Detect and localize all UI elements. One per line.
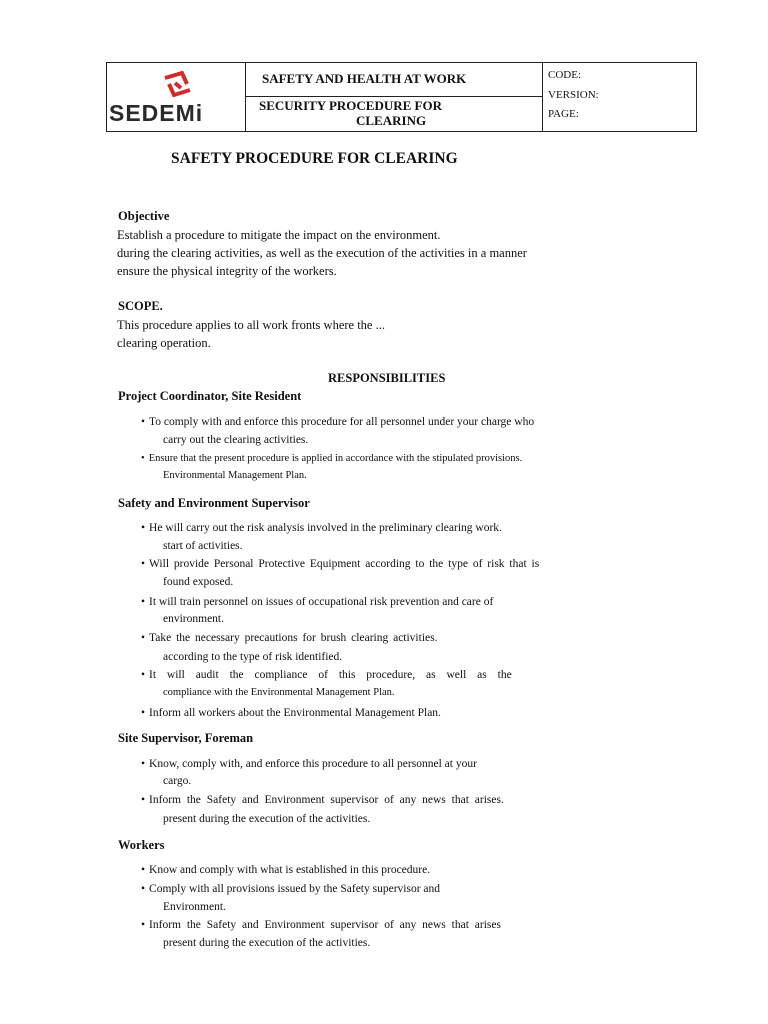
list-item-continuation: present during the execution of the activities. — [163, 813, 371, 825]
logo-wordmark: SEDEMi — [109, 100, 204, 126]
scope-heading: SCOPE. — [118, 299, 163, 313]
list-item: • Ensure that the present procedure is applied in accordance with the stipulated provisions. — [141, 453, 522, 464]
list-item: • Know, comply with, and enforce this procedure to all personnel at your — [141, 758, 477, 770]
header-row-divider — [245, 96, 542, 97]
list-item: • Know and comply with what is established in this procedure. — [141, 864, 430, 876]
list-item-continuation: present during the execution of the activities. — [163, 937, 371, 949]
objective-heading: Objective — [118, 209, 170, 223]
section-heading: Site Supervisor, Foreman — [118, 731, 254, 745]
list-item: • Inform the Safety and Environment supervisor of any news that arises. — [141, 794, 504, 806]
objective-line: during the clearing activities, as well as the execution of the activities in a manner — [117, 246, 527, 260]
list-item-continuation: Environmental Management Plan. — [163, 470, 307, 481]
list-item-continuation: cargo. — [163, 775, 192, 787]
list-item: • Inform the Safety and Environment supervisor of any news that arises — [141, 919, 501, 931]
list-item: • To comply with and enforce this procedure for all personnel under your charge who — [141, 416, 534, 428]
section-heading: Project Coordinator, Site Resident — [118, 389, 302, 403]
list-item-continuation: compliance with the Environmental Management Plan. — [163, 687, 395, 698]
list-item: • Comply with all provisions issued by the Safety supervisor and — [141, 883, 440, 895]
list-item-continuation: according to the type of risk identified. — [163, 651, 343, 663]
page-label: PAGE: — [548, 108, 579, 120]
objective-line: ensure the physical integrity of the workers. — [117, 264, 337, 278]
header-divider — [245, 62, 246, 132]
header-subtitle-line1: SECURITY PROCEDURE FOR — [259, 98, 442, 113]
list-item-continuation: start of activities. — [163, 540, 243, 552]
header-title: SAFETY AND HEALTH AT WORK — [262, 71, 467, 86]
list-item: • It will audit the compliance of this procedure, as well as the — [141, 669, 512, 681]
header-divider — [542, 62, 543, 132]
list-item: • Will provide Personal Protective Equipment according to the type of risk that is — [141, 558, 539, 570]
scope-line: This procedure applies to all work fronts where the ... — [117, 318, 385, 332]
sedemi-logo — [108, 66, 244, 128]
list-item-continuation: carry out the clearing activities. — [163, 434, 309, 446]
sedemi-logo-mark-icon — [108, 66, 244, 128]
list-item-continuation: Environment. — [163, 901, 226, 913]
document-title: SAFETY PROCEDURE FOR CLEARING — [171, 150, 458, 167]
responsibilities-heading: RESPONSIBILITIES — [328, 371, 446, 385]
section-heading: Safety and Environment Supervisor — [118, 496, 310, 510]
header-subtitle-line2: CLEARING — [356, 113, 427, 128]
list-item: • He will carry out the risk analysis involved in the preliminary clearing work. — [141, 522, 502, 534]
list-item-continuation: environment. — [163, 613, 224, 625]
list-item: • Inform all workers about the Environmental Management Plan. — [141, 707, 441, 719]
list-item: • It will train personnel on issues of occupational risk prevention and care of — [141, 596, 493, 608]
list-item-continuation: found exposed. — [163, 576, 234, 588]
objective-line: Establish a procedure to mitigate the impact on the environment. — [117, 228, 441, 242]
code-label: CODE: — [548, 69, 581, 81]
scope-line: clearing operation. — [117, 336, 211, 350]
section-heading: Workers — [118, 838, 165, 852]
version-label: VERSION: — [548, 89, 599, 101]
list-item: • Take the necessary precautions for brush clearing activities. — [141, 632, 437, 644]
